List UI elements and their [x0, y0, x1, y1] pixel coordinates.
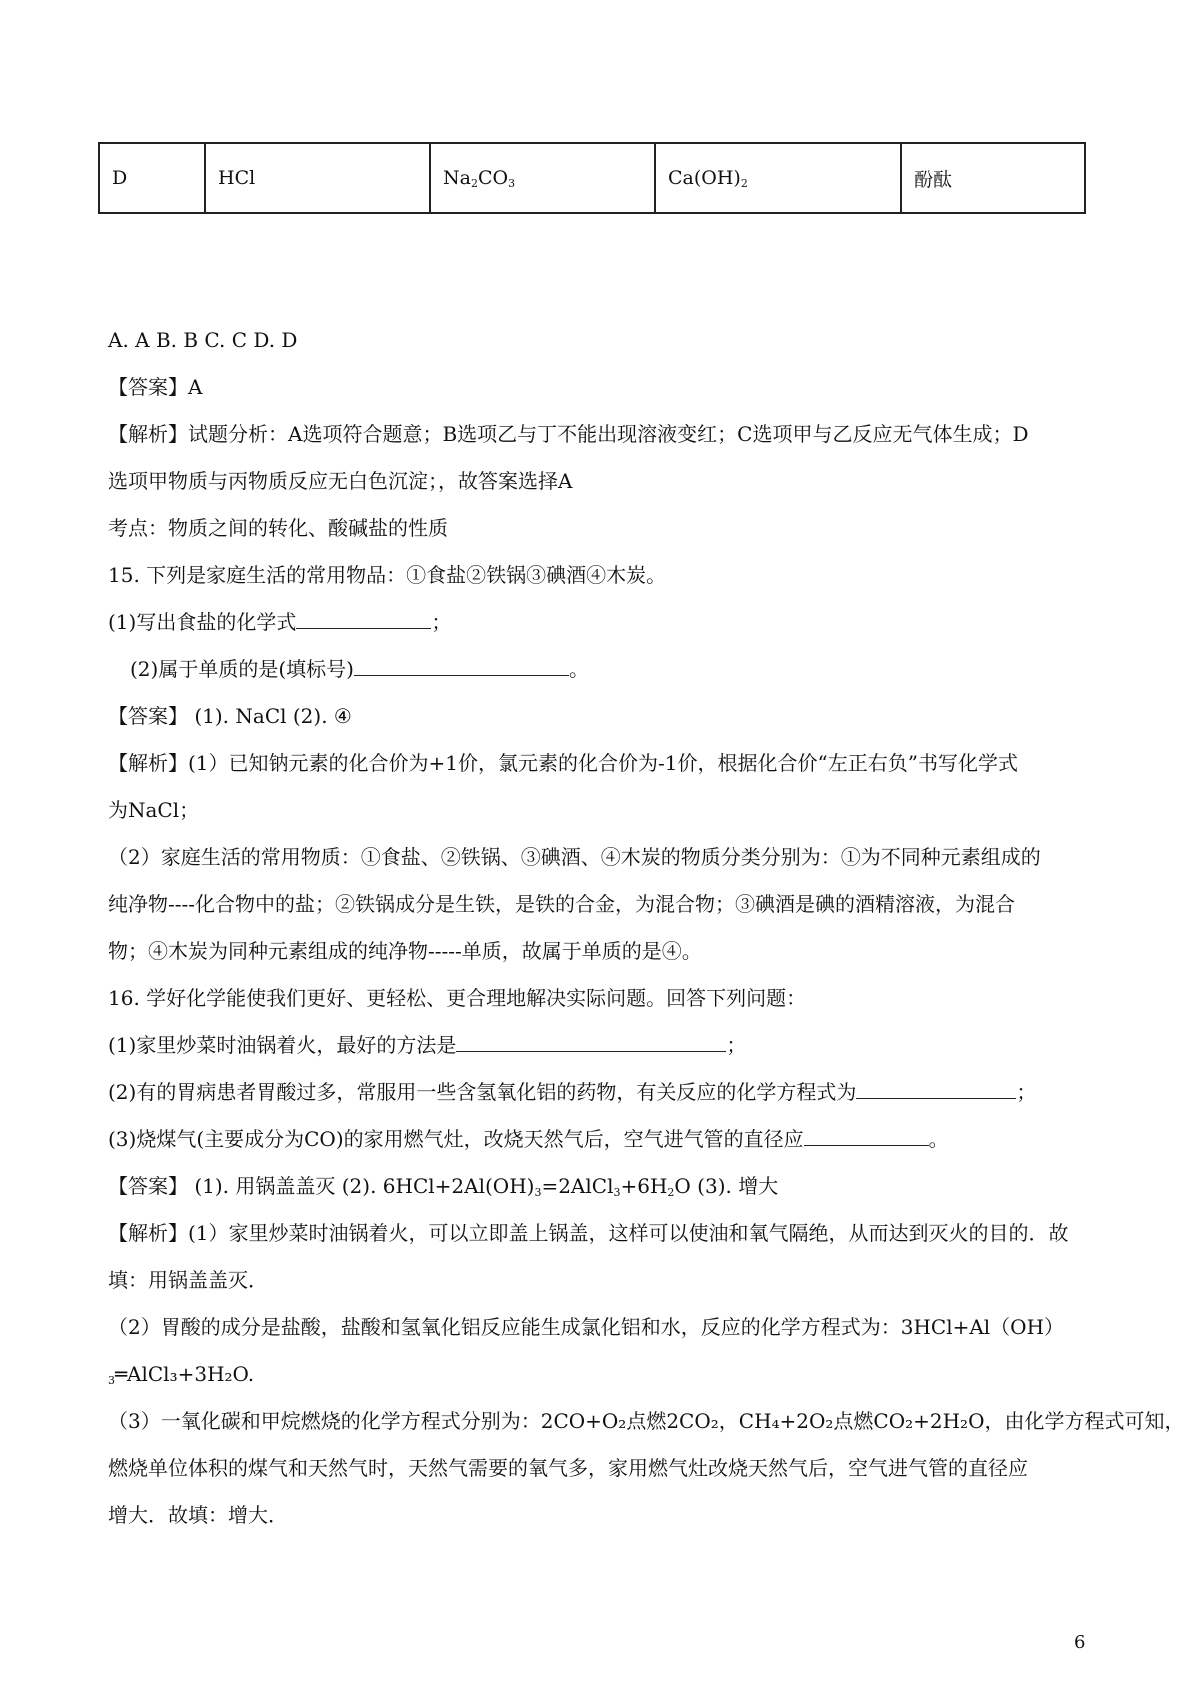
q16-answer: 【答案】 (1). 用锅盖盖灭 (2). $6HCl+2Al(OH)_3=2AlCl_3+6H_2O$ (3). 增大 [108, 1174, 779, 1199]
q15-part2: (2)属于单质的是(填标号) 。 [130, 657, 589, 681]
q16-analysis-line5: （3）一氧化碳和甲烷燃烧的化学方程式分别为：2CO+O₂点燃2CO₂，CH₄+2O₂点燃CO₂+2H₂O，由化学方程式可知， [108, 1409, 1185, 1433]
q16-analysis-line3: （2）胃酸的成分是盐酸，盐酸和氢氧化铝反应能生成氯化铝和水，反应的化学方程式为：3HCl+Al（OH） [108, 1315, 1065, 1339]
q15-analysis-line4: 纯净物----化合物中的盐；②铁锅成分是生铁，是铁的合金，为混合物；③碘酒是碘的酒精溶液，为混合 [108, 892, 1016, 916]
answer-blank[interactable] [456, 1031, 726, 1052]
q14-kaodian: 考点：物质之间的转化、酸碱盐的性质 [108, 516, 448, 540]
q16-part1: (1)家里炒菜时油锅着火，最好的方法是 ； [108, 1033, 747, 1057]
q15-analysis-line3: （2）家庭生活的常用物质：①食盐、②铁锅、③碘酒、④木炭的物质分类分别为：①为不同种元素组成的 [108, 845, 1041, 869]
answer-blank[interactable] [354, 655, 569, 676]
q14-analysis-line2: 选项甲物质与丙物质反应无白色沉淀；，故答案选择A [108, 469, 573, 493]
answer-blank[interactable] [296, 608, 431, 629]
q15-analysis-line1: 【解析】(1）已知钠元素的化合价为+1价，氯元素的化合价为-1价，根据化合价“左正右负”书写化学式 [108, 751, 1018, 775]
q16-analysis-line7: 增大．故填：增大． [108, 1503, 288, 1527]
table-cell-label: D [99, 143, 205, 213]
answer-blank[interactable] [856, 1078, 1016, 1099]
q14-answer: 【答案】A [108, 375, 203, 399]
q16-part2: (2)有的胃病患者胃酸过多，常服用一些含氢氧化铝的药物，有关反应的化学方程式为 ； [108, 1080, 1037, 1104]
table-cell-bing: $Ca(OH)_2$ [655, 143, 901, 213]
q16-analysis-line6: 燃烧单位体积的煤气和天然气时，天然气需要的氧气多，家用燃气灶改烧天然气后，空气进气管的直径应 [108, 1456, 1028, 1480]
q15-stem: 15. 下列是家庭生活的常用物品：①食盐②铁锅③碘酒④木炭。 [108, 563, 667, 587]
page-number: 6 [1074, 1632, 1086, 1653]
table-cell-jia: HCl [205, 143, 430, 213]
q14-choices: A. A B. B C. C D. D [108, 328, 298, 352]
table-cell-yi: $Na_2CO_3$ [430, 143, 655, 213]
options-table [98, 142, 1086, 214]
q16-stem: 16. 学好化学能使我们更好、更轻松、更合理地解决实际问题。回答下列问题： [108, 986, 807, 1010]
q15-analysis-line2: 为NaCl； [108, 798, 200, 822]
table-cell-ding: 酚酞 [901, 143, 1085, 213]
q14-analysis-line1: 【解析】试题分析：A选项符合题意；B选项乙与丁不能出现溶液变红；C选项甲与乙反应无气体生成；D [108, 422, 1029, 446]
q16-analysis-line2: 填：用锅盖盖灭． [108, 1268, 268, 1292]
answer-blank[interactable] [804, 1125, 929, 1146]
q16-analysis-line4: $_3$═AlCl₃+3H₂O. [108, 1362, 255, 1387]
q16-analysis-line1: 【解析】(1）家里炒菜时油锅着火，可以立即盖上锅盖，这样可以使油和氧气隔绝，从而达到灭火的目的．故 [108, 1221, 1069, 1245]
q15-answer: 【答案】 (1). NaCl (2). ④ [108, 704, 352, 728]
q15-part1: (1)写出食盐的化学式 ； [108, 610, 452, 634]
table-row [99, 143, 1085, 213]
q16-part3: (3)烧煤气(主要成分为CO)的家用燃气灶，改烧天然气后，空气进气管的直径应 。 [108, 1127, 949, 1151]
q15-analysis-line5: 物；④木炭为同种元素组成的纯净物-----单质，故属于单质的是④。 [108, 939, 702, 963]
